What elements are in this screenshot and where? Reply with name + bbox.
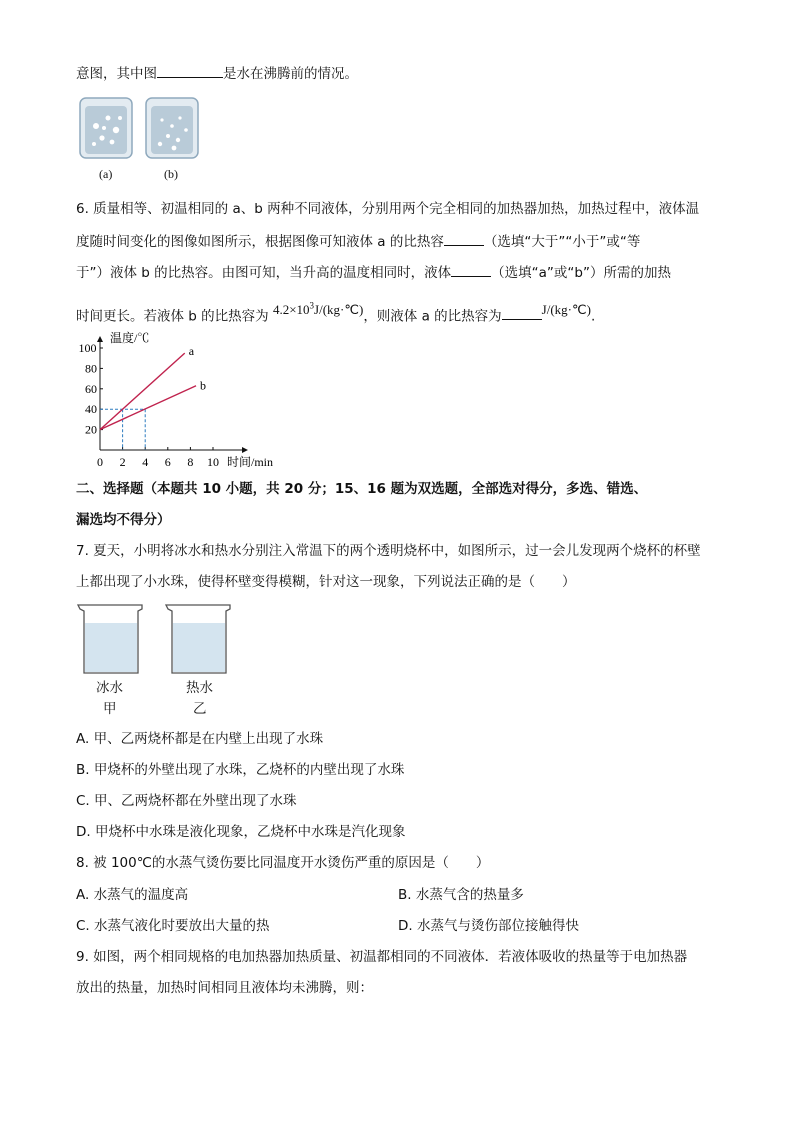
beaker-hot-water bbox=[166, 605, 230, 673]
beaker-2-name: 乙 bbox=[193, 701, 207, 717]
q7-option-a[interactable]: A. 甲、乙两烧杯都是在内壁上出现了水珠 bbox=[76, 731, 324, 747]
q6-line-1: 6. 质量相等、初温相同的 a、b 两种不同液体，分别用两个完全相同的加热器加热，加热过程中，液体温 bbox=[76, 201, 700, 217]
x-tick-label: 2 bbox=[119, 455, 126, 469]
beaker-ice-water bbox=[78, 605, 142, 673]
q8-option-a[interactable]: A. 水蒸气的温度高 bbox=[76, 887, 189, 903]
beaker-b-label: (b) bbox=[164, 167, 178, 181]
beaker-1-name: 甲 bbox=[103, 701, 117, 717]
q5-answer-blank[interactable] bbox=[157, 63, 223, 78]
q8-option-b[interactable]: B. 水蒸气含的热量多 bbox=[398, 887, 524, 903]
series-line-b bbox=[100, 386, 196, 430]
y-tick-label: 20 bbox=[85, 422, 97, 437]
x-tick-label: 6 bbox=[164, 455, 171, 469]
y-tick-label: 60 bbox=[85, 381, 97, 396]
q6-line-2 bbox=[76, 231, 640, 251]
q8-option-c[interactable]: C. 水蒸气液化时要放出大量的热 bbox=[76, 918, 270, 934]
y-tick-label: 100 bbox=[78, 341, 97, 355]
q6-l2b: （选填“大于”“小于”或“等 bbox=[483, 234, 641, 250]
q7-option-b[interactable]: B. 甲烧杯的外壁出现了水珠，乙烧杯的内壁出现了水珠 bbox=[76, 762, 405, 778]
section-2-heading-line-1: 二、选择题（本题共 10 小题，共 20 分；15、16 题为双选题，全部选对得分，多选、错选、 bbox=[76, 481, 648, 497]
x-axis-arrow bbox=[242, 447, 248, 453]
beaker-2-label: 热水 bbox=[186, 680, 213, 696]
beaker-a bbox=[80, 98, 132, 158]
beaker-1-label: 冰水 bbox=[96, 680, 123, 696]
q7-option-d[interactable]: D. 甲烧杯中水珠是液化现象，乙烧杯中水珠是汽化现象 bbox=[76, 824, 406, 840]
q6-line-4: 时间更长。若液体 b 的比热容为 $4.2\times 10^3J/(kg\cdot℃)$，则液体 a 的比热容为 J/(kg·℃). bbox=[76, 301, 596, 325]
x-tick-label: 10 bbox=[207, 455, 219, 469]
q6-line-3 bbox=[76, 262, 671, 282]
section-2-heading-line-2: 漏选均不得分） bbox=[76, 512, 171, 528]
q5-prefix: 意图，其中图 bbox=[76, 66, 157, 82]
y-tick-label: 40 bbox=[85, 402, 97, 417]
q6-l2a: 度随时间变化的图像如图所示，根据图像可知液体 a 的比热容 bbox=[76, 234, 444, 250]
series-label-b: b bbox=[200, 378, 207, 393]
y-tick-label: 80 bbox=[85, 361, 97, 376]
q6-unit: J/(kg·℃) bbox=[541, 302, 591, 318]
q9-line-1: 9. 如图，两个相同规格的电加热器加热质量、初温都相同的不同液体．若液体吸收的热量等于电加热器 bbox=[76, 949, 688, 965]
temperature-time-chart bbox=[70, 328, 300, 474]
q8-stem: 8. 被 100℃的水蒸气烫伤要比同温度开水烫伤严重的原因是（ ） bbox=[76, 855, 490, 871]
q7-line-1: 7. 夏天，小明将冰水和热水分别注入常温下的两个透明烧杯中，如图所示，过一会儿发现两个烧杯的杯壁 bbox=[76, 543, 701, 559]
q6-answer-blank-2[interactable] bbox=[451, 262, 491, 277]
q7-option-c[interactable]: C. 甲、乙两烧杯都在外壁出现了水珠 bbox=[76, 793, 297, 809]
q6-l4a: 时间更长。若液体 b 的比热容为 bbox=[76, 308, 269, 325]
q5-suffix: 是水在沸腾前的情况。 bbox=[223, 66, 358, 82]
q5-line bbox=[76, 63, 358, 83]
beaker-a-label: (a) bbox=[99, 167, 113, 181]
x-tick-label: 0 bbox=[97, 455, 103, 469]
series-label-a: a bbox=[188, 344, 195, 359]
q6-l4b: ，则液体 a 的比热容为 bbox=[363, 308, 502, 325]
q9-line-2: 放出的热量，加热时间相同且液体均未沸腾，则： bbox=[76, 980, 373, 996]
q7-beakers-figure bbox=[76, 603, 236, 679]
y-axis-arrow bbox=[97, 336, 103, 342]
x-tick-label: 4 bbox=[142, 455, 149, 469]
q6-answer-blank-1[interactable] bbox=[444, 231, 484, 246]
series-line-a bbox=[100, 353, 185, 430]
q6-answer-blank-3[interactable] bbox=[502, 305, 542, 320]
x-tick-label: 8 bbox=[187, 455, 194, 469]
q6-l3b: （选填“a”或“b”）所需的加热 bbox=[491, 265, 671, 281]
q6-specific-heat-b: $4.2\times 10^3J/(kg\cdot℃)$ bbox=[272, 301, 364, 318]
q8-option-d[interactable]: D. 水蒸气与烫伤部位接触得快 bbox=[398, 918, 579, 934]
q6-l3a: 于”）液体 b 的比热容。由图可知，当升高的温度相同时，液体 bbox=[76, 265, 452, 281]
y-axis-label: 温度/℃ bbox=[110, 331, 150, 345]
beaker-b bbox=[146, 98, 198, 158]
q7-line-2: 上都出现了小水珠，使得杯壁变得模糊，针对这一现象，下列说法正确的是（ ） bbox=[76, 574, 576, 590]
x-axis-label: 时间/min bbox=[227, 455, 274, 469]
q5-beakers-figure bbox=[76, 96, 206, 162]
